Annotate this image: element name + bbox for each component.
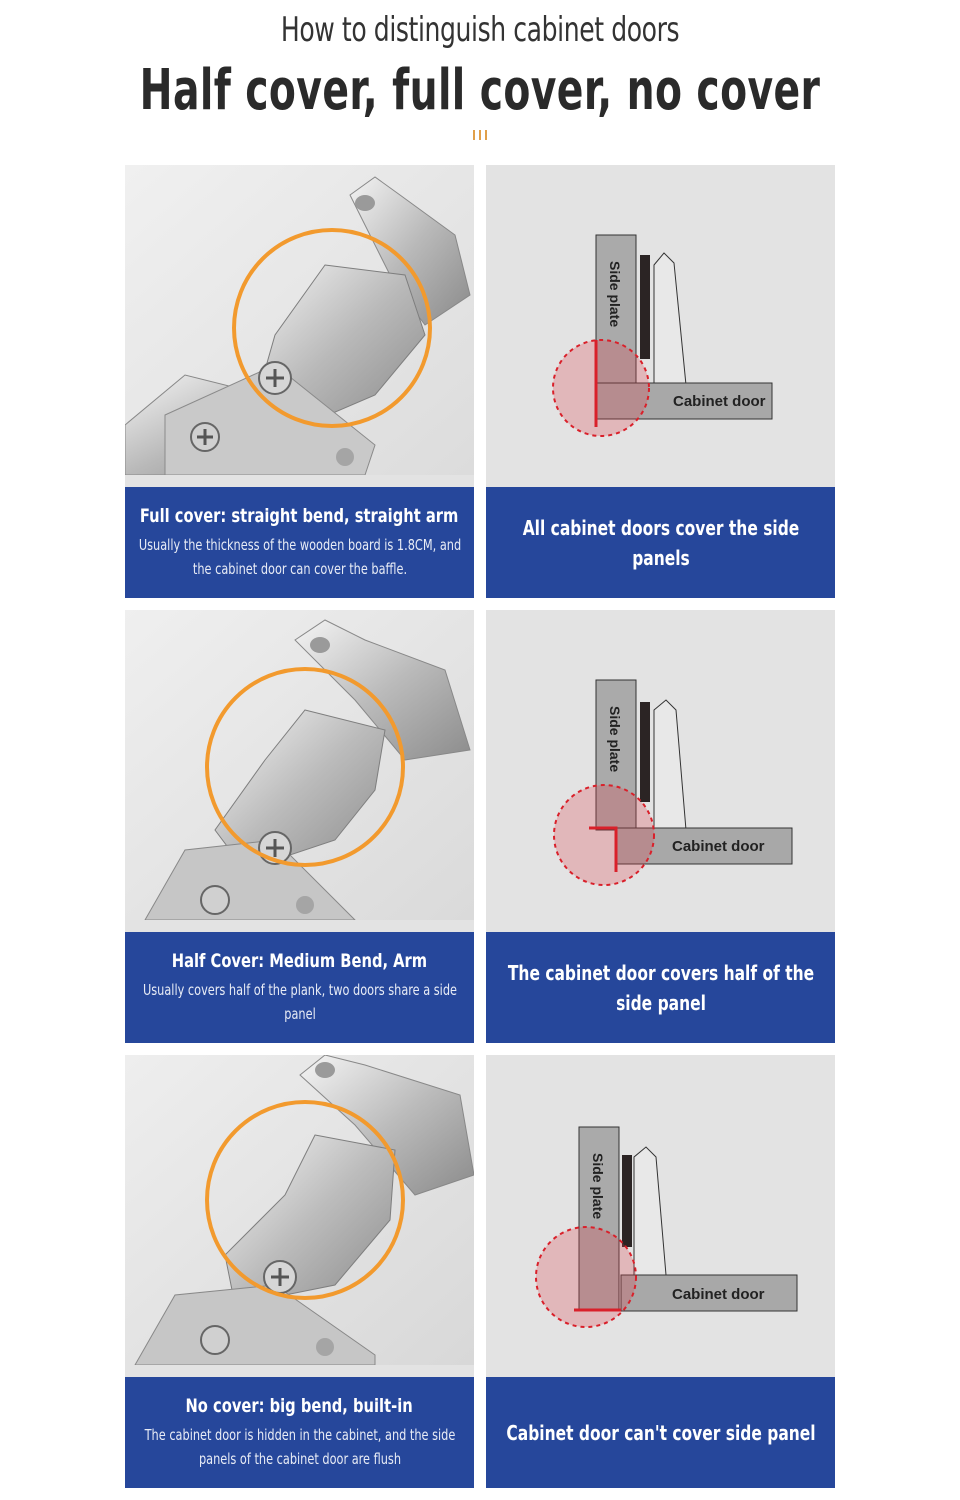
side-plate-label: Side plate bbox=[607, 706, 623, 773]
cabinet-door-label: Cabinet door bbox=[672, 1286, 765, 1303]
caption-description: Usually the thickness of the wooden board is 1.8CM, and the cabinet door can cover the baffle. bbox=[138, 535, 461, 578]
side-plate-label: Side plate bbox=[607, 261, 623, 328]
caption-description: Usually covers half of the plank, two doors share a side panel bbox=[142, 980, 457, 1023]
caption-description: The cabinet door is hidden in the cabinet, and the side panels of the cabinet door are flush bbox=[144, 1425, 455, 1468]
caption-title: Full cover: straight bend, straight arm bbox=[140, 504, 459, 527]
cabinet-door-label: Cabinet door bbox=[673, 393, 766, 410]
title-divider bbox=[471, 130, 489, 142]
cabinet-door-label: Cabinet door bbox=[672, 838, 765, 855]
caption-diagram-no-cover bbox=[486, 1377, 835, 1488]
diagram-caption: Cabinet door can't cover side panel bbox=[505, 1420, 816, 1445]
diagram-half-cover bbox=[486, 610, 835, 932]
page-subtitle: How to distinguish cabinet doors bbox=[280, 10, 680, 50]
diagram-card bbox=[486, 1055, 835, 1488]
caption-title: No cover: big bend, built-in bbox=[185, 1394, 414, 1417]
hinge-photo-full-cover bbox=[125, 165, 474, 475]
row-half-cover bbox=[125, 610, 835, 1043]
row-full-cover bbox=[125, 165, 835, 598]
caption-title: Half Cover: Medium Bend, Arm bbox=[171, 949, 428, 972]
diagram-full-cover bbox=[486, 165, 835, 487]
hinge-photo-card bbox=[125, 1055, 474, 1488]
diagram-caption: All cabinet doors cover the side panels bbox=[522, 515, 799, 570]
caption-full-cover bbox=[125, 487, 474, 598]
diagram-card bbox=[486, 165, 835, 598]
caption-diagram-half-cover bbox=[486, 932, 835, 1043]
diagram-card bbox=[486, 610, 835, 1043]
hinge-photo-no-cover bbox=[125, 1055, 474, 1365]
page-title: Half cover, full cover, no cover bbox=[139, 58, 821, 123]
caption-half-cover bbox=[125, 932, 474, 1043]
caption-no-cover bbox=[125, 1377, 474, 1488]
row-no-cover bbox=[125, 1055, 835, 1488]
caption-diagram-full-cover bbox=[486, 487, 835, 598]
page-header bbox=[0, 0, 960, 160]
hinge-photo-card bbox=[125, 610, 474, 1043]
hinge-photo-card bbox=[125, 165, 474, 598]
diagram-no-cover bbox=[486, 1055, 835, 1377]
side-plate-label: Side plate bbox=[590, 1153, 606, 1220]
hinge-photo-half-cover bbox=[125, 610, 474, 920]
diagram-caption: The cabinet door covers half of the side panel bbox=[507, 960, 814, 1015]
